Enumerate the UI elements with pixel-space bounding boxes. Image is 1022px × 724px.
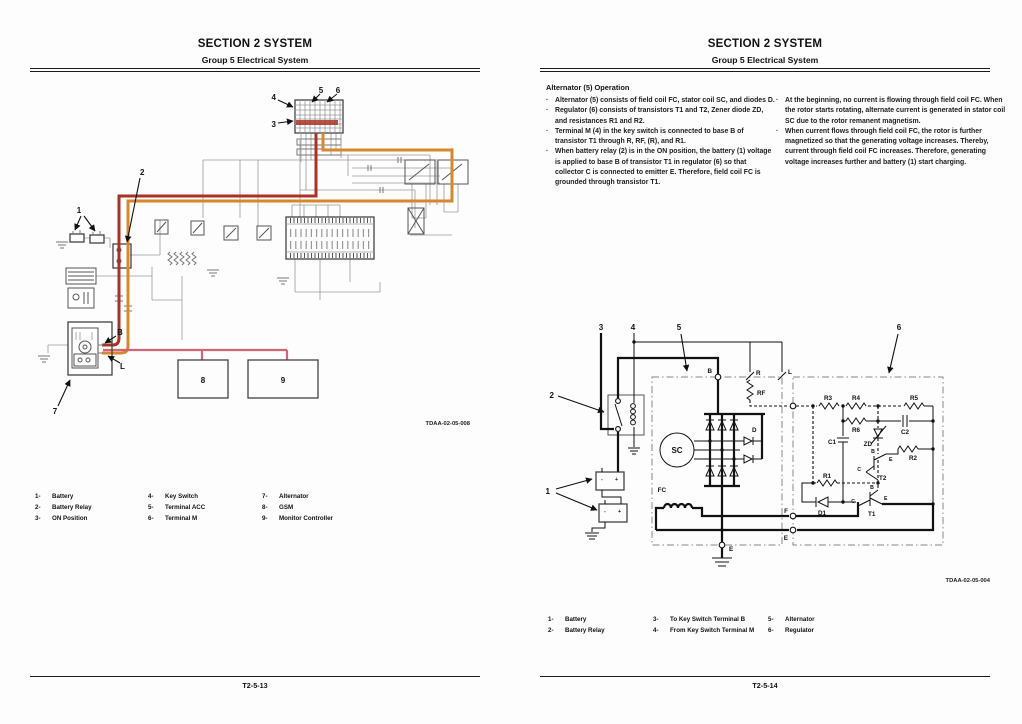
label-c2: C2	[900, 429, 910, 436]
label-t2-b: B	[871, 449, 875, 455]
text-column-1	[546, 96, 776, 189]
bullet-text: Alternator (5) consists of field coil FC, stator coil SC, and diodes D.	[555, 97, 775, 104]
terminal-r-paren	[790, 403, 796, 409]
on-position-row	[296, 120, 338, 125]
bullet-marker: ·	[546, 107, 549, 115]
battery-minus: -	[604, 509, 606, 515]
bullet	[776, 96, 1006, 127]
legend-num: 6-	[148, 515, 154, 522]
bullet	[776, 127, 1006, 168]
label-r1: R1	[822, 473, 832, 480]
alternator-symbol	[68, 322, 112, 375]
legend-num: 4-	[653, 627, 659, 634]
legend-num: 5-	[148, 504, 154, 511]
legend-num: 1-	[548, 616, 554, 623]
regulator-boundary	[793, 377, 943, 545]
stator-and-diodes	[657, 380, 765, 543]
label-e-alt: E	[729, 546, 734, 553]
text-column-2	[776, 96, 1006, 168]
label-t2: T2	[879, 475, 887, 482]
label-r6: R6	[851, 427, 861, 434]
bullet-marker: ·	[546, 148, 549, 156]
battery-wire-red	[102, 133, 316, 345]
legend-num: 3-	[653, 616, 659, 623]
terminal-e-regulator	[790, 527, 796, 533]
legend-label: Battery Relay	[52, 504, 92, 511]
callout-4: 4	[271, 93, 276, 102]
label-r4: R4	[851, 395, 861, 402]
bullet-text: Regulator (6) consists of transistors T1 and T2, Zener diode ZD, and resistances R1 and R2.	[555, 107, 764, 125]
section-heading: Alternator (5) Operation	[546, 83, 630, 92]
label-t2-c: C	[857, 467, 861, 473]
bullet-text: When battery relay (2) is in the ON position, the battery (1) voltage is applied to base B of transistor T1 in regulator (6) so that collector C is connected to emitter E. Therefore, field coil FC is grounded through transistor T1.	[555, 148, 772, 187]
callout-2: 2	[140, 168, 145, 177]
legend-num: 8-	[262, 504, 268, 511]
terminal-b-label: B	[117, 328, 123, 337]
legend-label: Battery Relay	[565, 627, 605, 634]
label-fc: FC	[657, 487, 666, 494]
label-r5: R5	[909, 395, 919, 402]
callout-5: 5	[318, 86, 324, 95]
legend-num: 1-	[35, 493, 41, 500]
terminal-e-alternator	[719, 542, 725, 548]
circuit-diagram	[540, 318, 1000, 590]
label-zd: ZD	[863, 441, 872, 448]
legend-label: From Key Switch Terminal M	[670, 627, 755, 634]
legend-label: Alternator	[279, 493, 309, 500]
callout-4: 4	[630, 323, 636, 332]
legend-label: Monitor Controller	[279, 515, 333, 522]
bullet	[546, 147, 776, 188]
label-t1-c: C	[851, 499, 855, 505]
legend-label: ON Position	[52, 515, 88, 522]
label-t1: T1	[868, 511, 876, 518]
footer-rule	[540, 676, 990, 677]
legend-label: Terminal ACC	[165, 504, 206, 511]
label-b: B	[707, 368, 712, 375]
bullet-marker: ·	[546, 97, 549, 104]
battery-plus: +	[615, 477, 619, 483]
callout-6: 6	[896, 323, 902, 332]
legend-num: 4-	[148, 493, 154, 500]
battery-minus: -	[601, 477, 603, 483]
header-rule	[30, 68, 480, 72]
callout-5: 5	[676, 323, 682, 332]
label-t1-b: B	[870, 485, 874, 491]
battery-plus: +	[618, 509, 622, 515]
monitor-box-number: 9	[280, 376, 286, 385]
battery-symbols	[585, 467, 627, 539]
legend-label: Key Switch	[165, 493, 199, 500]
label-f: F	[784, 508, 788, 515]
label-t1-e: E	[884, 496, 888, 502]
callout-1: 1	[76, 206, 82, 215]
thin-wire-network	[38, 133, 468, 362]
page-number: T2-5-13	[242, 681, 268, 690]
legend-num: 9-	[262, 515, 268, 522]
callout-7: 7	[52, 407, 58, 416]
legend-label: GSM	[279, 504, 294, 511]
legend-label: Battery	[565, 616, 587, 623]
lamp-wire-pink	[103, 350, 287, 360]
figure-code: TDAA-02-05-008	[425, 421, 470, 427]
legend-label: Terminal M	[165, 515, 198, 522]
page-subtitle: Group 5 Electrical System	[201, 55, 309, 65]
legend-num: 2-	[35, 504, 41, 511]
terminal-l-label: L	[120, 362, 125, 371]
bullet-text: At the beginning, no current is flowing through field coil FC. When the rotor starts rotating, alternate current is generated in stator coil SC due to the rotor remanent magnetism.	[785, 97, 1006, 125]
terminal-f	[790, 513, 796, 519]
label-l: L	[788, 369, 792, 376]
label-d1: D1	[817, 510, 827, 517]
label-e-reg: E	[783, 535, 788, 542]
bullet	[546, 106, 776, 127]
terminal-m-wire-orange	[102, 133, 452, 353]
callout-2: 2	[549, 391, 554, 400]
label-c1: C1	[827, 439, 836, 446]
label-t2-e: E	[889, 457, 893, 463]
page-title: SECTION 2 SYSTEM	[197, 38, 313, 50]
legend-label: Alternator	[785, 616, 815, 623]
bullet-text: When current flows through field coil FC, the rotor is further magnetized so that the generating voltage increases. Thereby, current through field coil FC increases. Therefore, generating voltage increases further and battery (1) start charging.	[785, 127, 989, 166]
battery-symbols	[70, 230, 104, 243]
callouts	[546, 323, 902, 510]
wiring-diagram	[30, 80, 480, 448]
bullet-marker: ·	[776, 97, 779, 104]
legend-num: 7-	[262, 493, 268, 500]
label-sc: SC	[671, 446, 683, 455]
legend-num: 5-	[768, 616, 774, 623]
legend-label: Regulator	[785, 627, 814, 634]
bullet	[546, 96, 776, 106]
callout-1: 1	[545, 487, 550, 496]
page-number: T2-5-14	[752, 681, 778, 690]
footer-rule	[30, 676, 480, 677]
key-switch-block	[295, 100, 343, 162]
page-subtitle: Group 5 Electrical System	[711, 55, 819, 65]
header-rule	[540, 68, 990, 72]
legend-num: 2-	[548, 627, 554, 634]
legend-num: 3-	[35, 515, 41, 522]
bullet	[546, 127, 776, 148]
legend-label: To Key Switch Terminal B	[670, 616, 746, 623]
legend-num: 6-	[768, 627, 774, 634]
line-from-key-switch-m	[628, 333, 640, 454]
regulator-internals	[720, 395, 934, 542]
terminal-b	[715, 374, 721, 380]
label-r3: R3	[823, 395, 833, 402]
callout-3: 3	[598, 323, 604, 332]
callout-3: 3	[271, 120, 276, 129]
bullet-text: Terminal M (4) in the key switch is connected to base B of transistor T1 through R, RF, (R), and R1.	[555, 127, 744, 146]
bullet-marker: ·	[546, 127, 549, 135]
bullet-marker: ·	[776, 127, 779, 135]
fuse-block	[286, 217, 374, 259]
label-rf: RF	[757, 390, 766, 397]
callout-6: 6	[335, 86, 341, 95]
gsm-box-number: 8	[200, 376, 206, 385]
label-r2: R2	[908, 455, 918, 462]
page-title: SECTION 2 SYSTEM	[707, 38, 823, 50]
label-d: D	[752, 427, 757, 434]
label-r: R	[756, 370, 761, 377]
legend-label: Battery	[52, 493, 74, 500]
figure-code: TDAA-02-05-004	[945, 578, 990, 584]
